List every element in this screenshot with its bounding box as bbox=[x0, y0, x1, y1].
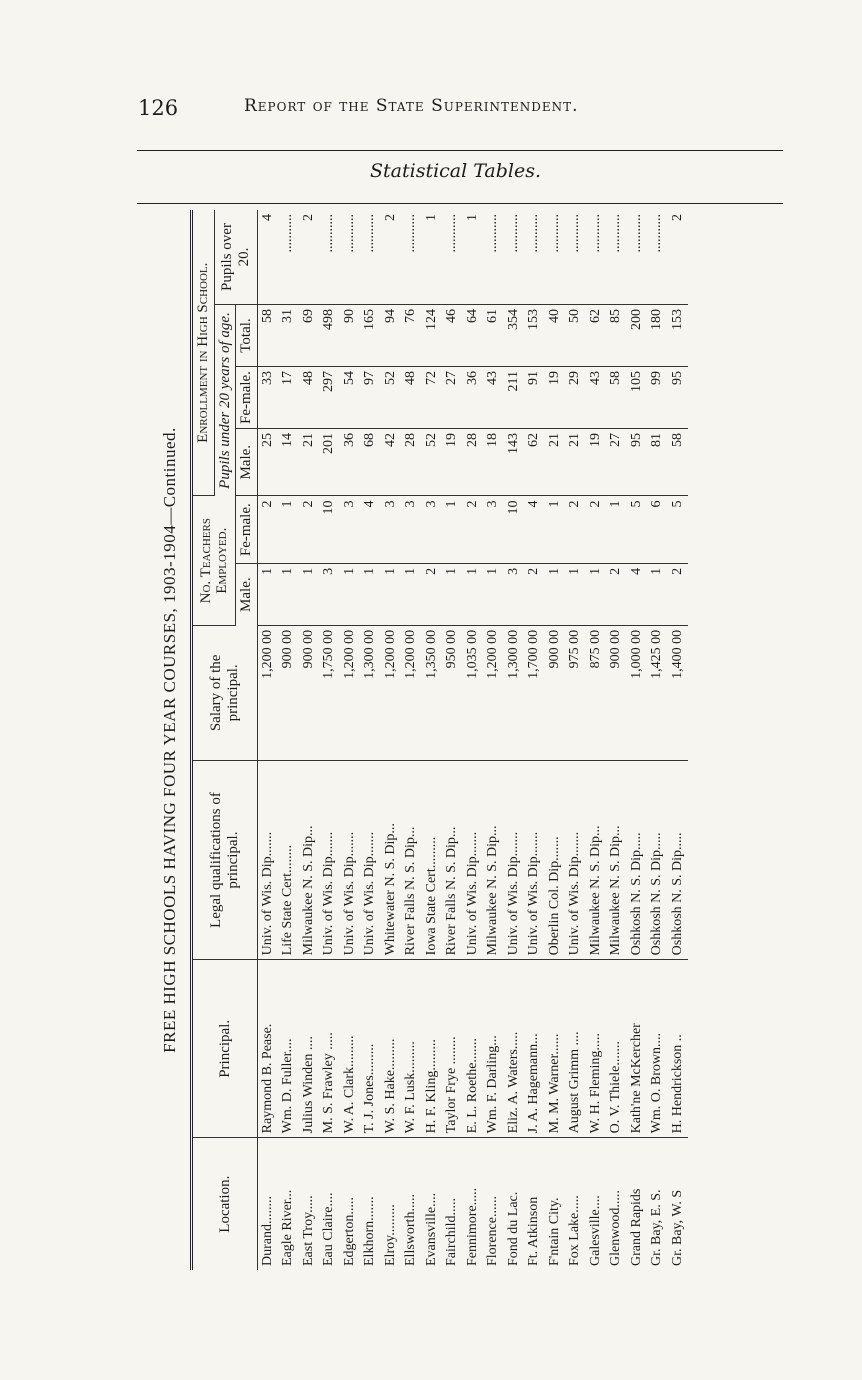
page-header bbox=[138, 96, 778, 136]
cell-salary: 900 00 bbox=[278, 625, 299, 760]
cell-teachers-female: 1 bbox=[442, 496, 463, 563]
cell-pupils-over-20: 2 bbox=[668, 210, 689, 304]
cell-salary: 1,200 00 bbox=[340, 625, 361, 760]
cell-pupils-total: 61 bbox=[483, 304, 504, 366]
cell-pupils-total: 50 bbox=[565, 304, 586, 366]
cell-pupils-over-20: ........... bbox=[647, 210, 668, 304]
cell-location: Eau Claire.... bbox=[321, 1192, 336, 1266]
cell-pupils-total: 85 bbox=[606, 304, 627, 366]
cell-pupils-over-20: 1 bbox=[422, 210, 443, 304]
cell-qualification: Milwaukee N. S. Dip... bbox=[606, 760, 627, 960]
cell-pupils-female: 211 bbox=[504, 367, 525, 429]
table-row bbox=[360, 210, 381, 1270]
table-row bbox=[299, 210, 320, 1270]
cell-pupils-total: 498 bbox=[319, 304, 340, 366]
cell-pupils-male: 19 bbox=[442, 429, 463, 496]
cell-teachers-female: 2 bbox=[565, 496, 586, 563]
cell-salary: 1,750 00 bbox=[319, 625, 340, 760]
cell-pupils-over-20: 2 bbox=[299, 210, 320, 304]
cell-pupils-over-20: ........... bbox=[278, 210, 299, 304]
header-pupils-male: Male. bbox=[236, 429, 258, 496]
table-body bbox=[257, 210, 688, 1270]
cell-qualification: Milwaukee N. S. Dip... bbox=[483, 760, 504, 960]
cell-location: Fox Lake..... bbox=[567, 1195, 582, 1266]
cell-teachers-female: 2 bbox=[257, 496, 278, 563]
cell-pupils-male: 68 bbox=[360, 429, 381, 496]
cell-pupils-total: 165 bbox=[360, 304, 381, 366]
cell-teachers-female: 2 bbox=[586, 496, 607, 563]
cell-qualification: Univ. of Wis. Dip....... bbox=[360, 760, 381, 960]
header-under-20 bbox=[214, 304, 236, 495]
cell-teachers-male: 1 bbox=[565, 563, 586, 625]
cell-qualification: Whitewater N. S. Dip... bbox=[381, 760, 402, 960]
cell-principal: Julius Winden .... bbox=[299, 960, 320, 1138]
cell-teachers-female: 2 bbox=[299, 496, 320, 563]
cell-location: Glenwood..... bbox=[608, 1190, 623, 1266]
cell-pupils-female: 43 bbox=[483, 367, 504, 429]
cell-qualification: Univ. of Wis. Dip....... bbox=[340, 760, 361, 960]
cell-location: F'ntain City. bbox=[546, 1197, 562, 1266]
cell-pupils-female: 58 bbox=[606, 367, 627, 429]
cell-principal: E. L. Roethe....... bbox=[463, 960, 484, 1138]
cell-pupils-female: 29 bbox=[565, 367, 586, 429]
cell-qualification: Milwaukee N. S. Dip... bbox=[586, 760, 607, 960]
cell-pupils-male: 21 bbox=[545, 429, 566, 496]
cell-teachers-male: 1 bbox=[340, 563, 361, 625]
cell-principal: Kath'ne McKercher bbox=[627, 960, 648, 1138]
cell-pupils-female: 27 bbox=[442, 367, 463, 429]
cell-pupils-total: 200 bbox=[627, 304, 648, 366]
section-title: Statistical Tables. bbox=[370, 160, 542, 182]
cell-pupils-total: 76 bbox=[401, 304, 422, 366]
cell-location: Ellsworth..... bbox=[403, 1194, 418, 1266]
cell-pupils-male: 25 bbox=[257, 429, 278, 496]
cell-pupils-total: 40 bbox=[545, 304, 566, 366]
cell-teachers-male: 1 bbox=[401, 563, 422, 625]
cell-pupils-over-20: ........... bbox=[360, 210, 381, 304]
top-rule bbox=[137, 150, 783, 151]
cell-teachers-female: 1 bbox=[606, 496, 627, 563]
header-teachers-male: Male. bbox=[236, 563, 258, 625]
cell-teachers-male: 1 bbox=[257, 563, 278, 625]
cell-teachers-male: 1 bbox=[586, 563, 607, 625]
cell-principal: W. S. Hake......... bbox=[381, 960, 402, 1138]
cell-location: Evansville.... bbox=[423, 1192, 439, 1266]
cell-salary: 1,200 00 bbox=[257, 625, 278, 760]
table-row bbox=[442, 210, 463, 1270]
cell-pupils-female: 54 bbox=[340, 367, 361, 429]
cell-pupils-over-20: ........... bbox=[524, 210, 545, 304]
cell-qualification: Life State Cert........ bbox=[278, 760, 299, 960]
table-row bbox=[340, 210, 361, 1270]
cell-location: Eagle River... bbox=[280, 1189, 295, 1266]
table-row bbox=[647, 210, 668, 1270]
cell-teachers-female: 4 bbox=[524, 496, 545, 563]
cell-pupils-female: 19 bbox=[545, 367, 566, 429]
rotated-table bbox=[150, 210, 790, 1270]
cell-teachers-male: 1 bbox=[360, 563, 381, 625]
cell-pupils-male: 28 bbox=[401, 429, 422, 496]
cell-pupils-female: 99 bbox=[647, 367, 668, 429]
header-salary: Salary of the principal. bbox=[193, 625, 257, 760]
cell-teachers-male: 1 bbox=[278, 563, 299, 625]
cell-teachers-male: 2 bbox=[668, 563, 689, 625]
table-row bbox=[545, 210, 566, 1270]
cell-salary: 975 00 bbox=[565, 625, 586, 760]
cell-teachers-male: 3 bbox=[319, 563, 340, 625]
cell-salary: 1,300 00 bbox=[504, 625, 525, 760]
cell-pupils-female: 97 bbox=[360, 367, 381, 429]
header-under-20-label: Pupils under 20 years of age. bbox=[216, 312, 233, 489]
cell-qualification: Univ. of Wis. Dip....... bbox=[504, 760, 525, 960]
statistics-table bbox=[193, 210, 688, 1270]
cell-pupils-male: 58 bbox=[668, 429, 689, 496]
cell-salary: 1,300 00 bbox=[360, 625, 381, 760]
cell-pupils-male: 143 bbox=[504, 429, 525, 496]
cell-pupils-over-20: ........... bbox=[442, 210, 463, 304]
cell-pupils-female: 36 bbox=[463, 367, 484, 429]
table-frame bbox=[190, 210, 793, 1270]
cell-qualification: River Falls N. S. Dip... bbox=[401, 760, 422, 960]
cell-pupils-total: 64 bbox=[463, 304, 484, 366]
cell-pupils-female: 33 bbox=[257, 367, 278, 429]
cell-location: Durand........ bbox=[259, 1196, 275, 1266]
cell-location: Florence...... bbox=[485, 1196, 500, 1266]
running-title: Report of the State Superintendent. bbox=[244, 96, 579, 116]
cell-pupils-female: 105 bbox=[627, 367, 648, 429]
cell-pupils-male: 19 bbox=[586, 429, 607, 496]
table-row bbox=[483, 210, 504, 1270]
cell-pupils-female: 43 bbox=[586, 367, 607, 429]
cell-principal: August Grimm .... bbox=[565, 960, 586, 1138]
cell-pupils-male: 42 bbox=[381, 429, 402, 496]
cell-location: Gr. Bay, W. S bbox=[669, 1189, 685, 1266]
cell-pupils-male: 21 bbox=[565, 429, 586, 496]
table-row bbox=[401, 210, 422, 1270]
cell-salary: 900 00 bbox=[606, 625, 627, 760]
cell-teachers-female: 3 bbox=[422, 496, 443, 563]
cell-location: East Troy..... bbox=[300, 1195, 316, 1266]
header-location: Location. bbox=[193, 1138, 257, 1270]
cell-qualification: Univ. of Wis. Dip....... bbox=[463, 760, 484, 960]
cell-pupils-male: 95 bbox=[627, 429, 648, 496]
cell-pupils-male: 28 bbox=[463, 429, 484, 496]
cell-teachers-female: 6 bbox=[647, 496, 668, 563]
cell-pupils-over-20: ........... bbox=[586, 210, 607, 304]
cell-principal: H. F. Kling......... bbox=[422, 960, 443, 1138]
cell-teachers-male: 1 bbox=[545, 563, 566, 625]
cell-pupils-total: 180 bbox=[647, 304, 668, 366]
cell-pupils-total: 94 bbox=[381, 304, 402, 366]
cell-pupils-male: 52 bbox=[422, 429, 443, 496]
header-qualifications: Legal qualifications of principal. bbox=[193, 760, 257, 960]
cell-pupils-over-20: ........... bbox=[504, 210, 525, 304]
cell-pupils-male: 14 bbox=[278, 429, 299, 496]
cell-pupils-over-20: 1 bbox=[463, 210, 484, 304]
cell-pupils-total: 90 bbox=[340, 304, 361, 366]
cell-pupils-female: 72 bbox=[422, 367, 443, 429]
cell-teachers-male: 1 bbox=[381, 563, 402, 625]
cell-pupils-total: 354 bbox=[504, 304, 525, 366]
cell-location: Edgerton..... bbox=[341, 1197, 357, 1266]
header-over-20: Pupils over 20. bbox=[214, 210, 257, 304]
cell-qualification: Milwaukee N. S. Dip... bbox=[299, 760, 320, 960]
cell-principal: W. H. Fleming..... bbox=[586, 960, 607, 1138]
cell-teachers-male: 2 bbox=[524, 563, 545, 625]
cell-teachers-male: 1 bbox=[647, 563, 668, 625]
cell-teachers-female: 10 bbox=[319, 496, 340, 563]
cell-teachers-female: 1 bbox=[545, 496, 566, 563]
table-row bbox=[463, 210, 484, 1270]
cell-principal: T. J. Jones......... bbox=[360, 960, 381, 1138]
table-row bbox=[627, 210, 648, 1270]
cell-principal: M. M. Warner...... bbox=[545, 960, 566, 1138]
cell-principal: W. A. Clark......... bbox=[340, 960, 361, 1138]
table-row bbox=[319, 210, 340, 1270]
cell-teachers-female: 2 bbox=[463, 496, 484, 563]
cell-salary: 1,035 00 bbox=[463, 625, 484, 760]
cell-principal: J. A. Hagemann... bbox=[524, 960, 545, 1138]
cell-qualification: Univ. of Wis. Dip....... bbox=[257, 760, 278, 960]
page-number: 126 bbox=[138, 96, 179, 120]
cell-teachers-female: 4 bbox=[360, 496, 381, 563]
cell-principal: Wm. O. Brown.... bbox=[647, 960, 668, 1138]
cell-salary: 1,000 00 bbox=[627, 625, 648, 760]
cell-pupils-total: 153 bbox=[524, 304, 545, 366]
table-row bbox=[381, 210, 402, 1270]
table-row bbox=[278, 210, 299, 1270]
cell-teachers-female: 5 bbox=[668, 496, 689, 563]
table-row bbox=[257, 210, 278, 1270]
cell-pupils-female: 17 bbox=[278, 367, 299, 429]
cell-principal: Taylor Frye ........ bbox=[442, 960, 463, 1138]
cell-pupils-over-20: 4 bbox=[257, 210, 278, 304]
cell-location: Grand Rapids bbox=[628, 1188, 644, 1266]
header-teachers-employed bbox=[193, 496, 236, 625]
cell-qualification: Iowa State Cert......... bbox=[422, 760, 443, 960]
table-row bbox=[524, 210, 545, 1270]
cell-location: Fond du Lac. bbox=[505, 1191, 521, 1266]
cell-teachers-male: 2 bbox=[606, 563, 627, 625]
cell-principal: M. S. Frawley ..... bbox=[319, 960, 340, 1138]
cell-principal: Wm. D. Fuller.... bbox=[278, 960, 299, 1138]
cell-pupils-female: 95 bbox=[668, 367, 689, 429]
section-rule bbox=[137, 203, 783, 204]
cell-teachers-female: 5 bbox=[627, 496, 648, 563]
cell-pupils-total: 62 bbox=[586, 304, 607, 366]
cell-salary: 1,200 00 bbox=[381, 625, 402, 760]
cell-location: Ft. Atkinson bbox=[526, 1196, 541, 1266]
cell-pupils-male: 27 bbox=[606, 429, 627, 496]
table-row bbox=[668, 210, 689, 1270]
cell-salary: 875 00 bbox=[586, 625, 607, 760]
cell-teachers-male: 1 bbox=[442, 563, 463, 625]
header-enrollment-label: Enrollment in High School. bbox=[195, 262, 211, 443]
cell-principal: Wm. F. Darling... bbox=[483, 960, 504, 1138]
cell-pupils-total: 153 bbox=[668, 304, 689, 366]
cell-pupils-female: 48 bbox=[299, 367, 320, 429]
cell-salary: 1,200 00 bbox=[483, 625, 504, 760]
cell-pupils-female: 48 bbox=[401, 367, 422, 429]
cell-principal: Raymond B. Pease. bbox=[257, 960, 278, 1138]
cell-salary: 900 00 bbox=[545, 625, 566, 760]
cell-teachers-female: 3 bbox=[401, 496, 422, 563]
cell-salary: 1,700 00 bbox=[524, 625, 545, 760]
cell-teachers-male: 1 bbox=[483, 563, 504, 625]
cell-teachers-male: 2 bbox=[422, 563, 443, 625]
cell-teachers-female: 10 bbox=[504, 496, 525, 563]
cell-pupils-over-20: ........... bbox=[565, 210, 586, 304]
header-principal: Principal. bbox=[193, 960, 257, 1138]
cell-principal: Eliz. A. Waters..... bbox=[504, 960, 525, 1138]
cell-pupils-total: 124 bbox=[422, 304, 443, 366]
header-teachers-employed-label: No. Teachers Employed. bbox=[197, 518, 230, 604]
cell-location: Elkhorn....... bbox=[362, 1196, 377, 1266]
cell-pupils-female: 52 bbox=[381, 367, 402, 429]
table-row bbox=[565, 210, 586, 1270]
cell-pupils-male: 21 bbox=[299, 429, 320, 496]
table-row bbox=[504, 210, 525, 1270]
cell-pupils-male: 36 bbox=[340, 429, 361, 496]
header-pupils-total: Total. bbox=[236, 304, 258, 366]
cell-teachers-male: 4 bbox=[627, 563, 648, 625]
cell-salary: 950 00 bbox=[442, 625, 463, 760]
cell-pupils-total: 31 bbox=[278, 304, 299, 366]
header-pupils-female: Fe-male. bbox=[236, 367, 258, 429]
table-row bbox=[586, 210, 607, 1270]
cell-qualification: Oshkosh N. S. Dip..... bbox=[668, 760, 689, 960]
cell-pupils-male: 62 bbox=[524, 429, 545, 496]
table-row bbox=[422, 210, 443, 1270]
table-title: FREE HIGH SCHOOLS HAVING FOUR YEAR COURSES, 1903-1904—Continued. bbox=[160, 427, 179, 1053]
cell-qualification: Oberlin Col. Dip....... bbox=[545, 760, 566, 960]
cell-pupils-over-20: ........... bbox=[545, 210, 566, 304]
cell-teachers-male: 1 bbox=[463, 563, 484, 625]
cell-pupils-male: 201 bbox=[319, 429, 340, 496]
cell-teachers-female: 1 bbox=[278, 496, 299, 563]
header-teachers-female: Fe-male. bbox=[236, 496, 258, 563]
cell-pupils-male: 18 bbox=[483, 429, 504, 496]
cell-principal: W. F. Lusk......... bbox=[401, 960, 422, 1138]
header-enrollment bbox=[193, 210, 214, 496]
cell-pupils-female: 91 bbox=[524, 367, 545, 429]
cell-pupils-over-20: ........... bbox=[340, 210, 361, 304]
cell-salary: 1,350 00 bbox=[422, 625, 443, 760]
cell-qualification: Oshkosh N. S. Dip..... bbox=[627, 760, 648, 960]
cell-qualification: Univ. of Wis. Dip....... bbox=[524, 760, 545, 960]
cell-pupils-female: 297 bbox=[319, 367, 340, 429]
cell-pupils-over-20: ........... bbox=[627, 210, 648, 304]
cell-qualification: Univ. of Wis. Dip....... bbox=[319, 760, 340, 960]
cell-salary: 900 00 bbox=[299, 625, 320, 760]
cell-location: Fairchild..... bbox=[444, 1197, 459, 1266]
cell-pupils-over-20: 2 bbox=[381, 210, 402, 304]
cell-pupils-total: 46 bbox=[442, 304, 463, 366]
cell-location: Gr. Bay, E. S. bbox=[649, 1189, 664, 1266]
cell-pupils-over-20: ........... bbox=[483, 210, 504, 304]
cell-pupils-total: 69 bbox=[299, 304, 320, 366]
cell-principal: O. V. Thiele....... bbox=[606, 960, 627, 1138]
cell-pupils-male: 81 bbox=[647, 429, 668, 496]
cell-principal: H. Hendrickson .. bbox=[668, 960, 689, 1138]
cell-teachers-male: 3 bbox=[504, 563, 525, 625]
cell-qualification: Univ. of Wis. Dip....... bbox=[565, 760, 586, 960]
cell-salary: 1,425 00 bbox=[647, 625, 668, 760]
cell-location: Fennimore..... bbox=[464, 1187, 480, 1266]
cell-pupils-over-20: ........... bbox=[319, 210, 340, 304]
cell-teachers-female: 3 bbox=[483, 496, 504, 563]
cell-teachers-female: 3 bbox=[340, 496, 361, 563]
cell-location: Elroy......... bbox=[382, 1204, 398, 1266]
cell-pupils-over-20: ........... bbox=[606, 210, 627, 304]
table-row bbox=[606, 210, 627, 1270]
cell-pupils-over-20: ........... bbox=[401, 210, 422, 304]
cell-qualification: Oshkosh N. S. Dip..... bbox=[647, 760, 668, 960]
cell-teachers-male: 1 bbox=[299, 563, 320, 625]
cell-salary: 1,400 00 bbox=[668, 625, 689, 760]
cell-teachers-female: 3 bbox=[381, 496, 402, 563]
cell-salary: 1,200 00 bbox=[401, 625, 422, 760]
cell-pupils-total: 58 bbox=[257, 304, 278, 366]
cell-location: Galesville.... bbox=[587, 1195, 603, 1266]
cell-qualification: River Falls N. S. Dip... bbox=[442, 760, 463, 960]
